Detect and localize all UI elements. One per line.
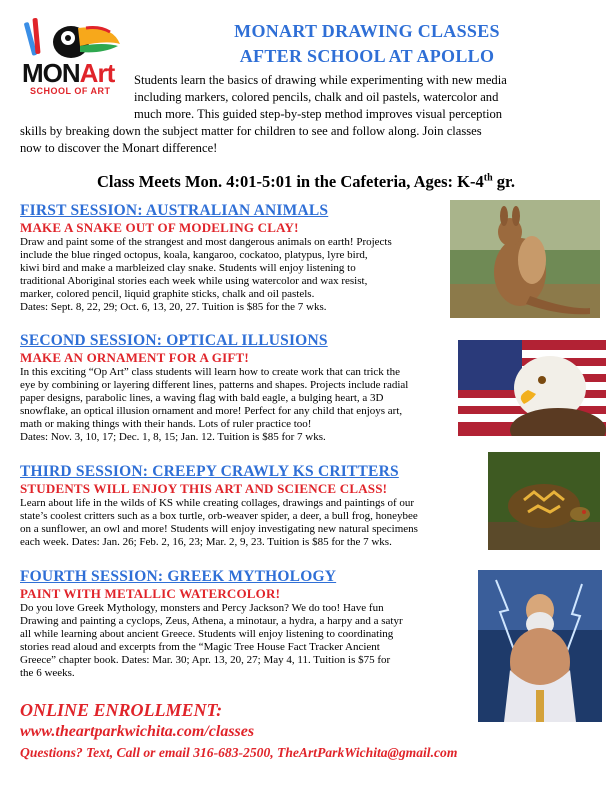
enrollment-url-link[interactable]: www.theartparkwichita.com/classes (20, 723, 255, 740)
intro-line: now to discover the Monart difference! (20, 141, 218, 155)
session-1-body: Draw and paint some of the strangest and most dangerous animals on earth! Projects include the blue ringed octopus, koala, kangaroo, cockatoo, platypus, lyre bird, kiwi bird and make a marbleized clay snake. Students will enjoy listening to traditional Aboriginal stories each week while using watercolor and wax resist, marker, colored pencil, liquid graphite sticks, chalk and oil pastels. Dates: Sept. 8, 22, 29; Oct. 6, 13, 20, 27. Tuition is $85 for the 7 wks. (20, 236, 392, 314)
logo-wordmark: MONArt (22, 58, 115, 88)
monart-logo (16, 14, 128, 96)
kangaroo-image (450, 200, 600, 318)
session-1-subheading: MAKE A SNAKE OUT OF MODELING CLAY! (20, 220, 299, 235)
toucan-logo-icon (16, 14, 128, 64)
eagle-flag-image (458, 340, 606, 436)
session-2-subheading: MAKE AN ORNAMENT FOR A GIFT! (20, 350, 249, 365)
logo-subtitle: SCHOOL OF ART (30, 86, 111, 96)
session-4-subheading: PAINT WITH METALLIC WATERCOLOR! (20, 586, 281, 601)
session-3-subheading: STUDENTS WILL ENJOY THIS ART AND SCIENCE CLASS! (20, 481, 388, 496)
enrollment-title: ONLINE ENROLLMENT: (20, 700, 223, 720)
page-title-line1: MONART DRAWING CLASSES (234, 21, 500, 41)
enrollment-contact: Questions? Text, Call or email 316-683-2500, TheArtParkWichita@gmail.com (20, 745, 458, 760)
intro-line: Students learn the basics of drawing while experimenting with new media (134, 73, 507, 87)
session-3-heading: THIRD SESSION: CREEPY CRAWLY KS CRITTERS (20, 463, 399, 480)
zeus-image (478, 570, 602, 722)
intro-line: including markers, colored pencils, chalk and oil pastels, watercolor and (134, 90, 499, 104)
intro-line: skills by breaking down the subject matter for children to see and follow along. Join classes (20, 124, 482, 138)
session-2-body: In this exciting “Op Art” class students will learn how to create work that can trick the eye by combining or layering different lines, patterns and shapes. Projects include radial paper designs, parabolic lines, a waving flag with bald eagle, a bulging heart, a 3D snowflake, an optical illusion ornament and more! Perfect for any child that enjoys art, math or making things with their hands. Lots of ruler practice too! Dates: Nov. 3, 10, 17; Dec. 1, 8, 15; Jan. 12. Tuition is $85 for 7 wks. (20, 366, 409, 444)
box-turtle-image (488, 452, 600, 550)
session-4-heading: FOURTH SESSION: GREEK MYTHOLOGY (20, 568, 337, 585)
page-title-line2: AFTER SCHOOL AT APOLLO (239, 46, 495, 66)
class-schedule: Class Meets Mon. 4:01-5:01 in the Cafeteria, Ages: K-4th gr. (97, 172, 515, 191)
intro-line: much more. This guided step-by-step method improves visual perception (134, 107, 503, 121)
session-3-body: Learn about life in the wilds of KS while creating collages, drawings and paintings of our state’s coolest critters such as a box turtle, orb-weaver spider, a deer, a bull frog, honeybee on a sunflower, an owl and more! Students will enjoy investigating new natural specimens each week. Dates: Jan. 26; Feb. 2, 16, 23; Mar. 2, 9, 23. Tuition is $85 for the 7 wks. (20, 497, 418, 549)
session-1-heading: FIRST SESSION: AUSTRALIAN ANIMALS (20, 202, 329, 219)
session-2-heading: SECOND SESSION: OPTICAL ILLUSIONS (20, 332, 328, 349)
session-4-body: Do you love Greek Mythology, monsters and Percy Jackson? We do too! Have fun Drawing and painting a cyclops, Zeus, Athena, a minotaur, a hydra, a harpy and a satyr all while learning about ancient Greece. Students will enjoy listening to coordinating stories read aloud and excerpts from the “Magic Tree House Fact Tracker Ancient Greece” chapter book. Dates: Mar. 30; Apr. 13, 20, 27; May 4, 11. Tuition is $75 for the 6 weeks. (20, 602, 403, 680)
